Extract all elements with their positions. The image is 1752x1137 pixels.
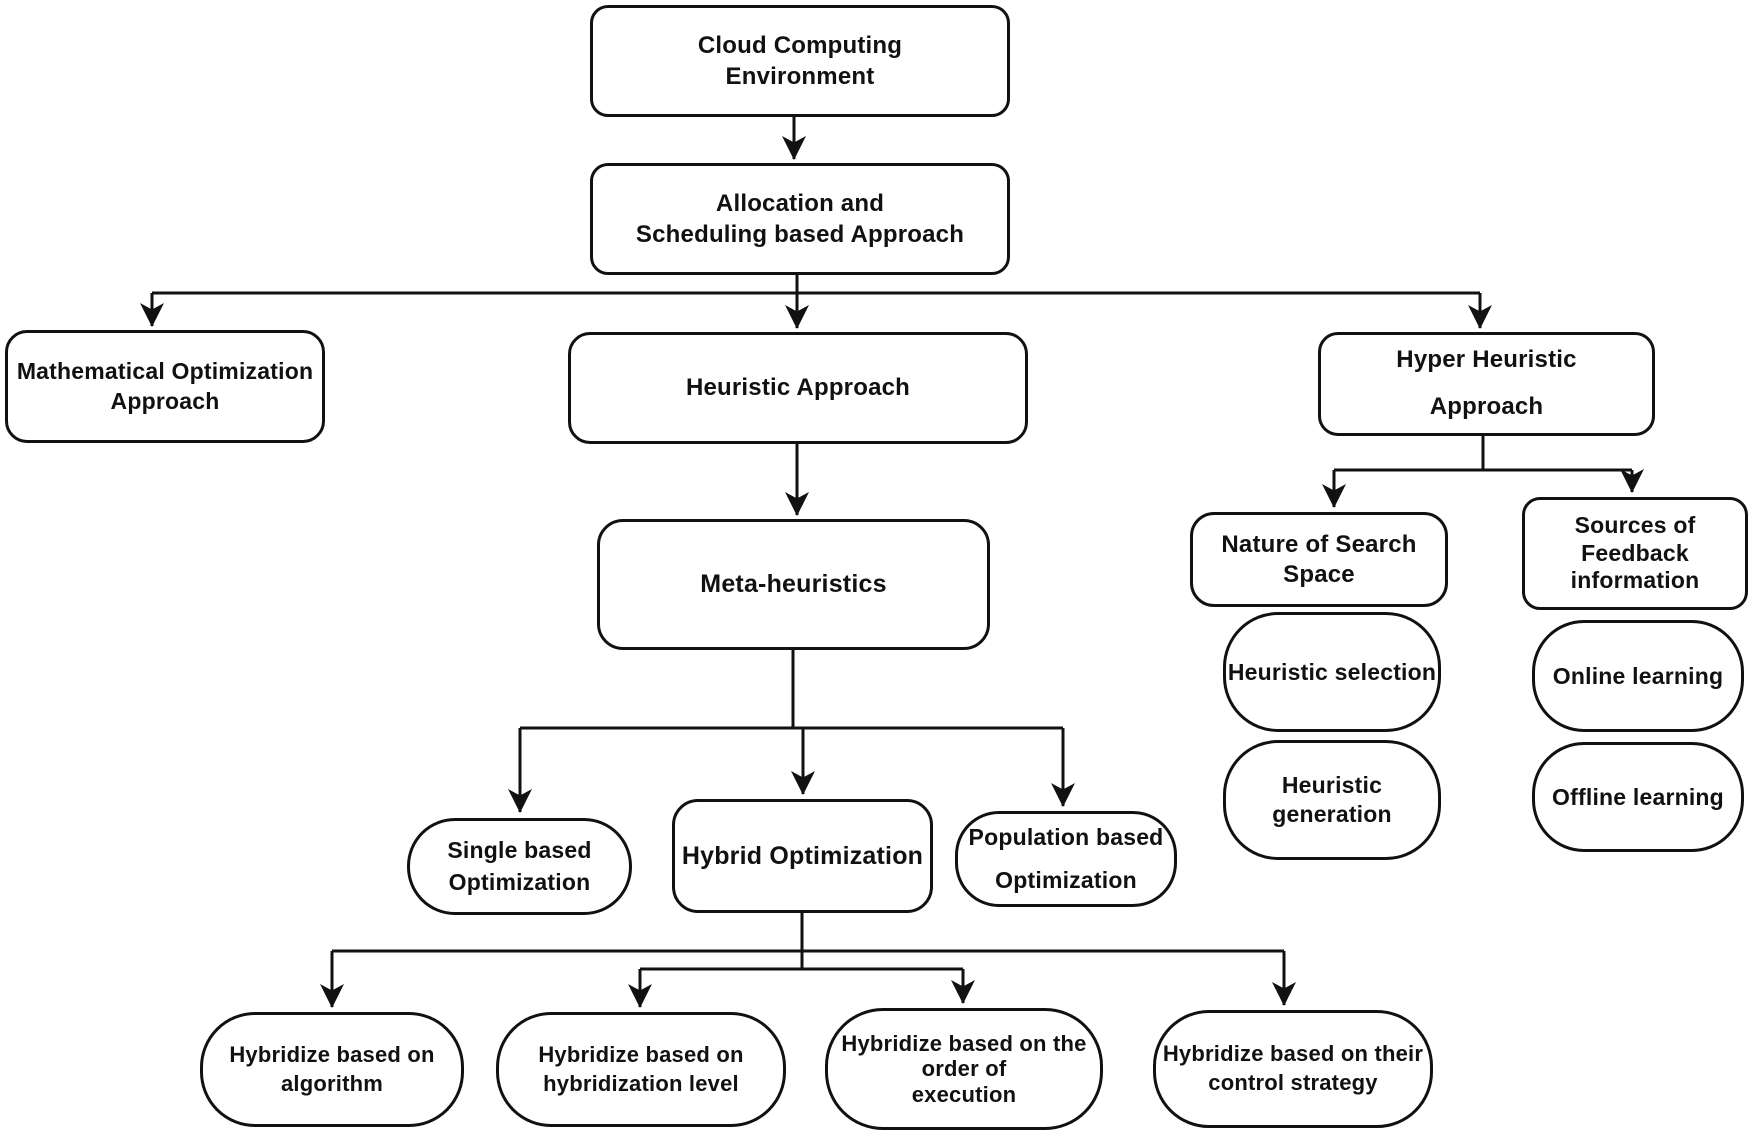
node-sources-of-feedback-label: information xyxy=(1570,567,1700,594)
node-mathematical-optimization xyxy=(5,330,325,443)
node-allocation-scheduling-approach xyxy=(590,163,1010,275)
node-heuristic-approach xyxy=(568,332,1028,444)
node-hybridize-algorithm xyxy=(200,1012,464,1127)
node-hybridize-level xyxy=(496,1012,786,1127)
node-nature-of-search-space-label: Space xyxy=(1283,560,1355,588)
node-offline-learning-label: Offline learning xyxy=(1552,783,1724,810)
node-hybridize-order xyxy=(825,1008,1103,1130)
node-heuristic-selection-label: Heuristic selection xyxy=(1227,658,1437,685)
node-meta-heuristics-label: Meta-heuristics xyxy=(700,570,887,599)
node-online-learning-label: Online learning xyxy=(1552,662,1724,689)
node-heuristic-selection xyxy=(1223,612,1441,732)
node-hybridize-level-label: hybridization level xyxy=(543,1070,739,1096)
node-hybrid-optimization xyxy=(672,799,933,913)
node-nature-of-search-space-label: Nature of Search xyxy=(1221,530,1417,558)
node-hybridize-algorithm-label: Hybridize based on xyxy=(229,1041,435,1067)
node-single-based-optimization xyxy=(407,818,632,915)
node-hybridize-control xyxy=(1153,1010,1433,1128)
node-population-based-optimization-label: Population based xyxy=(968,824,1164,851)
node-offline-learning xyxy=(1532,742,1744,852)
node-cloud-computing-environment-label: Environment xyxy=(725,63,875,90)
node-hybridize-control-label: Hybridize based on their xyxy=(1162,1041,1424,1067)
node-population-based-optimization-label: Optimization xyxy=(995,867,1137,893)
node-allocation-scheduling-approach-label: Allocation and xyxy=(715,189,885,217)
node-hyper-heuristic-approach xyxy=(1318,332,1655,436)
node-heuristic-generation-label: Heuristic xyxy=(1281,772,1383,799)
node-mathematical-optimization-label: Approach xyxy=(110,387,220,414)
node-population-based-optimization xyxy=(955,811,1177,907)
node-hybridize-order-label: Hybridize based on the xyxy=(841,1031,1087,1057)
node-heuristic-generation-label: generation xyxy=(1272,801,1392,827)
node-hyper-heuristic-approach-label: Hyper Heuristic xyxy=(1396,346,1577,374)
node-single-based-optimization-label: Single based xyxy=(447,837,592,864)
node-hybridize-order-label: execution xyxy=(911,1081,1017,1107)
node-hybrid-optimization-label: Hybrid Optimization xyxy=(681,841,924,870)
node-sources-of-feedback xyxy=(1522,497,1748,610)
node-sources-of-feedback-label: Feedback xyxy=(1581,539,1689,566)
node-heuristic-generation xyxy=(1223,740,1441,860)
node-single-based-optimization-label: Optimization xyxy=(448,868,591,895)
node-hybridize-order-label: order of xyxy=(921,1056,1007,1082)
node-hyper-heuristic-approach-label: Approach xyxy=(1429,393,1544,420)
node-cloud-computing-environment xyxy=(590,5,1010,117)
node-online-learning xyxy=(1532,620,1744,732)
node-allocation-scheduling-approach-label: Scheduling based Approach xyxy=(635,221,965,248)
node-hybridize-control-label: control strategy xyxy=(1208,1070,1378,1095)
node-cloud-computing-environment-label: Cloud Computing xyxy=(697,31,903,59)
node-nature-of-search-space xyxy=(1190,512,1448,607)
node-mathematical-optimization-label: Mathematical Optimization xyxy=(16,357,314,384)
node-sources-of-feedback-label: Sources of xyxy=(1574,512,1696,539)
node-hybridize-algorithm-label: algorithm xyxy=(280,1070,384,1096)
node-hybridize-level-label: Hybridize based on xyxy=(538,1041,744,1067)
node-meta-heuristics xyxy=(597,519,990,650)
node-heuristic-approach-label: Heuristic Approach xyxy=(685,374,911,402)
